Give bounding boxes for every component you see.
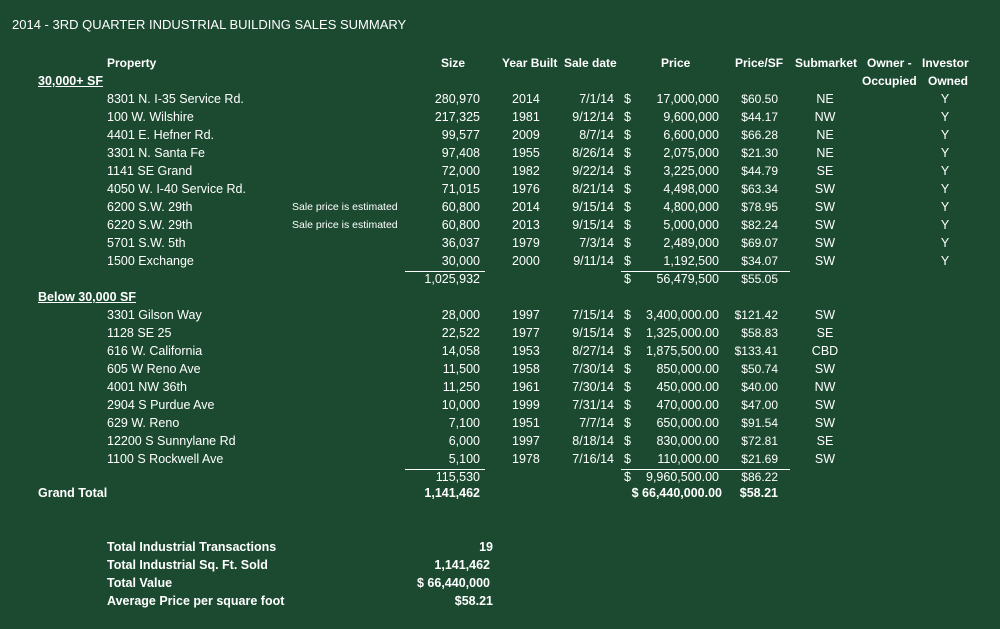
grand-total-size: 1,141,462: [424, 486, 480, 500]
size-cell: 60,800: [441, 218, 480, 232]
table-row: [0, 398, 1000, 416]
year-cell: 1958: [512, 362, 540, 376]
size-cell: 22,522: [441, 326, 480, 340]
dollar-sign: $: [624, 398, 631, 412]
year-cell: 1997: [512, 308, 540, 322]
sale-date-cell: 9/15/14: [572, 326, 614, 340]
price-cell: 1,875,500.00: [646, 344, 719, 358]
header-year-built: Year Built: [502, 56, 558, 70]
price-sf-cell: $63.34: [741, 182, 778, 196]
table-row: [0, 92, 1000, 110]
property-note: Sale price is estimated: [292, 219, 398, 231]
dollar-sign: $: [624, 128, 631, 142]
price-cell: 6,600,000: [663, 128, 719, 142]
header-price: Price: [661, 56, 691, 70]
size-cell: 60,800: [441, 200, 480, 214]
sale-date-cell: 7/1/14: [579, 92, 614, 106]
submarket-cell: SW: [814, 362, 836, 376]
dollar-sign: $: [624, 416, 631, 430]
year-cell: 2014: [512, 200, 540, 214]
summary-value: 1,141,462: [434, 558, 490, 572]
header-occupied: Occupied: [862, 74, 917, 88]
price-sf-cell: $34.07: [741, 254, 778, 268]
header-owned: Owned: [928, 74, 969, 88]
summary-label: Total Value: [107, 576, 173, 590]
table-row: [0, 416, 1000, 434]
price-cell: 17,000,000: [656, 92, 719, 106]
sale-date-cell: 8/26/14: [572, 146, 614, 160]
summary-value: 19: [479, 540, 493, 554]
dollar-sign: $: [624, 452, 631, 466]
submarket-cell: SW: [814, 218, 836, 232]
submarket-cell: CBD: [811, 344, 839, 358]
investor-flag: Y: [940, 164, 950, 178]
sale-date-cell: 9/12/14: [572, 110, 614, 124]
submarket-cell: SE: [816, 434, 834, 448]
sale-date-cell: 8/7/14: [579, 128, 614, 142]
size-cell: 217,325: [434, 110, 480, 124]
summary-value: $ 66,440,000: [417, 576, 490, 590]
size-cell: 30,000: [441, 254, 480, 268]
investor-flag: Y: [940, 218, 950, 232]
grand-total-row: [0, 486, 1000, 504]
sale-date-cell: 7/30/14: [572, 362, 614, 376]
property-name: 1141 SE Grand: [107, 164, 193, 178]
sale-date-cell: 9/15/14: [572, 218, 614, 232]
investor-flag: Y: [940, 128, 950, 142]
sale-date-cell: 7/16/14: [572, 452, 614, 466]
table-row: [0, 452, 1000, 470]
investor-flag: Y: [940, 254, 950, 268]
price-sf-cell: $40.00: [741, 380, 778, 394]
property-name: 4001 NW 36th: [107, 380, 187, 394]
price-cell: 3,400,000.00: [646, 308, 719, 322]
dollar-sign: $: [624, 362, 631, 376]
sale-date-cell: 9/11/14: [573, 254, 614, 268]
price-sf-cell: $44.79: [741, 164, 778, 178]
grand-total-price-sf: $58.21: [739, 486, 778, 500]
property-name: 1128 SE 25: [107, 326, 172, 340]
table-row: [0, 200, 1000, 218]
property-name: 8301 N. I-35 Service Rd.: [107, 92, 244, 106]
dollar-sign: $: [624, 110, 631, 124]
price-sf-cell: $21.69: [741, 452, 778, 466]
dollar-sign: $: [624, 434, 631, 448]
price-cell: 4,498,000: [663, 182, 719, 196]
submarket-cell: SW: [814, 182, 836, 196]
table-row: [0, 308, 1000, 326]
summary-label: Average Price per square foot: [107, 594, 285, 608]
property-name: 605 W Reno Ave: [107, 362, 201, 376]
dollar-sign: $: [624, 308, 631, 322]
size-cell: 71,015: [441, 182, 480, 196]
header-property: Property: [107, 56, 157, 70]
submarket-cell: SE: [816, 164, 834, 178]
year-cell: 1961: [512, 380, 540, 394]
table-row: [0, 110, 1000, 128]
header-price-sf: Price/SF: [735, 56, 784, 70]
summary-label: Total Industrial Transactions: [107, 540, 277, 554]
property-name: 616 W. California: [107, 344, 203, 358]
dollar-sign: $: [624, 200, 631, 214]
subtotal-size: 115,530: [435, 470, 480, 484]
table-row: [0, 236, 1000, 254]
summary-label: Total Industrial Sq. Ft. Sold: [107, 558, 268, 572]
header-owner: Owner -: [867, 56, 912, 70]
property-note: Sale price is estimated: [292, 201, 398, 213]
table-row: [0, 362, 1000, 380]
year-cell: 1997: [512, 434, 540, 448]
investor-flag: Y: [940, 92, 950, 106]
price-cell: 2,075,000: [663, 146, 719, 160]
price-cell: 470,000.00: [656, 398, 719, 412]
dollar-sign: $: [624, 344, 631, 358]
dollar-sign: $: [624, 254, 631, 268]
subtotal-price: 9,960,500.00: [646, 470, 719, 484]
price-sf-cell: $72.81: [741, 434, 778, 448]
year-cell: 2000: [512, 254, 540, 268]
price-cell: 4,800,000: [663, 200, 719, 214]
year-cell: 1976: [512, 182, 540, 196]
size-cell: 280,970: [434, 92, 480, 106]
submarket-cell: SW: [814, 398, 836, 412]
year-cell: 1977: [512, 326, 540, 340]
property-name: 12200 S Sunnylane Rd: [107, 434, 236, 448]
price-sf-cell: $69.07: [741, 236, 778, 250]
year-cell: 2009: [512, 128, 540, 142]
price-cell: 3,225,000: [663, 164, 719, 178]
year-cell: 1978: [512, 452, 540, 466]
size-cell: 99,577: [441, 128, 480, 142]
header-size: Size: [441, 56, 466, 70]
grand-total-label: Grand Total: [38, 486, 108, 500]
property-name: 5701 S.W. 5th: [107, 236, 186, 250]
price-cell: 2,489,000: [663, 236, 719, 250]
section-label: 30,000+ SF: [38, 74, 103, 88]
subtotal-price: 56,479,500: [656, 272, 719, 286]
sale-date-cell: 8/18/14: [572, 434, 614, 448]
year-cell: 2013: [512, 218, 540, 232]
price-cell: 110,000.00: [657, 452, 719, 466]
price-sf-cell: $50.74: [741, 362, 778, 376]
summary-row: [0, 558, 1000, 576]
summary-row: [0, 576, 1000, 594]
sale-date-cell: 7/30/14: [572, 380, 614, 394]
submarket-cell: NW: [814, 110, 836, 124]
dollar-sign: $: [624, 164, 631, 178]
summary-row: [0, 594, 1000, 612]
sale-date-cell: 7/7/14: [579, 416, 614, 430]
size-cell: 6,000: [448, 434, 480, 448]
section-label: Below 30,000 SF: [38, 290, 136, 304]
subtotal-price-sf: $86.22: [741, 470, 778, 484]
investor-flag: Y: [940, 146, 950, 160]
submarket-cell: SW: [814, 200, 836, 214]
page-title: 2014 - 3RD QUARTER INDUSTRIAL BUILDING SALES SUMMARY: [12, 17, 407, 32]
header-sale-date: Sale date: [564, 56, 617, 70]
dollar-sign: $: [624, 218, 631, 232]
property-name: 2904 S Purdue Ave: [107, 398, 215, 412]
submarket-cell: SE: [816, 326, 834, 340]
size-cell: 11,250: [442, 380, 480, 394]
table-row: [0, 434, 1000, 452]
property-name: 6200 S.W. 29th: [107, 200, 193, 214]
table-row: [0, 218, 1000, 236]
subtotal-size: 1,025,932: [424, 272, 480, 286]
price-cell: 850,000.00: [656, 362, 719, 376]
property-name: 4401 E. Hefner Rd.: [107, 128, 215, 142]
price-cell: 1,192,500: [663, 254, 719, 268]
submarket-cell: NE: [816, 146, 834, 160]
year-cell: 1951: [512, 416, 540, 430]
table-row: [0, 380, 1000, 398]
subtotal-row: [0, 272, 1000, 290]
property-name: 6220 S.W. 29th: [107, 218, 193, 232]
table-row: [0, 146, 1000, 164]
table-row: [0, 344, 1000, 362]
price-cell: 650,000.00: [656, 416, 719, 430]
property-name: 1500 Exchange: [107, 254, 194, 268]
property-name: 3301 Gilson Way: [107, 308, 202, 322]
sale-date-cell: 8/21/14: [572, 182, 614, 196]
price-sf-cell: $47.00: [741, 398, 778, 412]
year-cell: 1953: [512, 344, 540, 358]
year-cell: 1979: [512, 236, 540, 250]
submarket-cell: SW: [814, 416, 836, 430]
year-cell: 1999: [512, 398, 540, 412]
year-cell: 1981: [512, 110, 540, 124]
investor-flag: Y: [940, 182, 950, 196]
sale-date-cell: 9/15/14: [572, 200, 614, 214]
price-sf-cell: $82.24: [741, 218, 778, 232]
table-row: [0, 182, 1000, 200]
price-sf-cell: $66.28: [741, 128, 778, 142]
size-cell: 11,500: [442, 362, 480, 376]
submarket-cell: NE: [816, 92, 834, 106]
submarket-cell: SW: [814, 308, 836, 322]
grand-total-price: $ 66,440,000.00: [631, 486, 722, 500]
price-sf-cell: $21.30: [741, 146, 778, 160]
year-cell: 1982: [512, 164, 540, 178]
dollar-sign: $: [624, 326, 631, 340]
sale-date-cell: 9/22/14: [572, 164, 614, 178]
table-row: [0, 254, 1000, 272]
dollar-sign: $: [624, 272, 631, 286]
size-cell: 5,100: [448, 452, 480, 466]
subtotal-price-sf: $55.05: [741, 272, 778, 286]
header-investor: Investor: [922, 56, 969, 70]
size-cell: 28,000: [441, 308, 480, 322]
size-cell: 14,058: [441, 344, 480, 358]
table-row: [0, 164, 1000, 182]
price-cell: 1,325,000.00: [646, 326, 719, 340]
submarket-cell: NE: [816, 128, 834, 142]
submarket-cell: SW: [814, 254, 836, 268]
submarket-cell: SW: [814, 452, 836, 466]
table-row: [0, 326, 1000, 344]
price-sf-cell: $121.42: [734, 308, 778, 322]
size-cell: 97,408: [441, 146, 480, 160]
investor-flag: Y: [940, 200, 950, 214]
price-sf-cell: $91.54: [741, 416, 778, 430]
header-submarket: Submarket: [795, 56, 858, 70]
year-cell: 1955: [512, 146, 540, 160]
price-cell: 5,000,000: [663, 218, 719, 232]
dollar-sign: $: [624, 236, 631, 250]
property-name: 4050 W. I-40 Service Rd.: [107, 182, 246, 196]
size-cell: 10,000: [441, 398, 480, 412]
property-name: 1100 S Rockwell Ave: [107, 452, 224, 466]
size-cell: 36,037: [441, 236, 480, 250]
investor-flag: Y: [940, 236, 950, 250]
sale-date-cell: 7/3/14: [579, 236, 614, 250]
size-cell: 72,000: [441, 164, 480, 178]
price-sf-cell: $78.95: [741, 200, 778, 214]
dollar-sign: $: [624, 470, 631, 484]
price-cell: 450,000.00: [656, 380, 719, 394]
price-cell: 9,600,000: [663, 110, 719, 124]
price-sf-cell: $58.83: [741, 326, 778, 340]
price-sf-cell: $44.17: [741, 110, 778, 124]
investor-flag: Y: [940, 110, 950, 124]
property-name: 3301 N. Santa Fe: [107, 146, 205, 160]
size-cell: 7,100: [448, 416, 480, 430]
price-sf-cell: $60.50: [741, 92, 778, 106]
property-name: 629 W. Reno: [107, 416, 180, 430]
sale-date-cell: 7/15/14: [572, 308, 614, 322]
price-cell: 830,000.00: [656, 434, 719, 448]
sale-date-cell: 8/27/14: [572, 344, 614, 358]
summary-row: [0, 540, 1000, 558]
submarket-cell: SW: [814, 236, 836, 250]
dollar-sign: $: [624, 380, 631, 394]
submarket-cell: NW: [814, 380, 836, 394]
table-row: [0, 128, 1000, 146]
summary-value: $58.21: [454, 594, 493, 608]
dollar-sign: $: [624, 182, 631, 196]
dollar-sign: $: [624, 146, 631, 160]
property-name: 100 W. Wilshire: [107, 110, 194, 124]
dollar-sign: $: [624, 92, 631, 106]
year-cell: 2014: [512, 92, 540, 106]
sale-date-cell: 7/31/14: [572, 398, 614, 412]
price-sf-cell: $133.41: [734, 344, 778, 358]
